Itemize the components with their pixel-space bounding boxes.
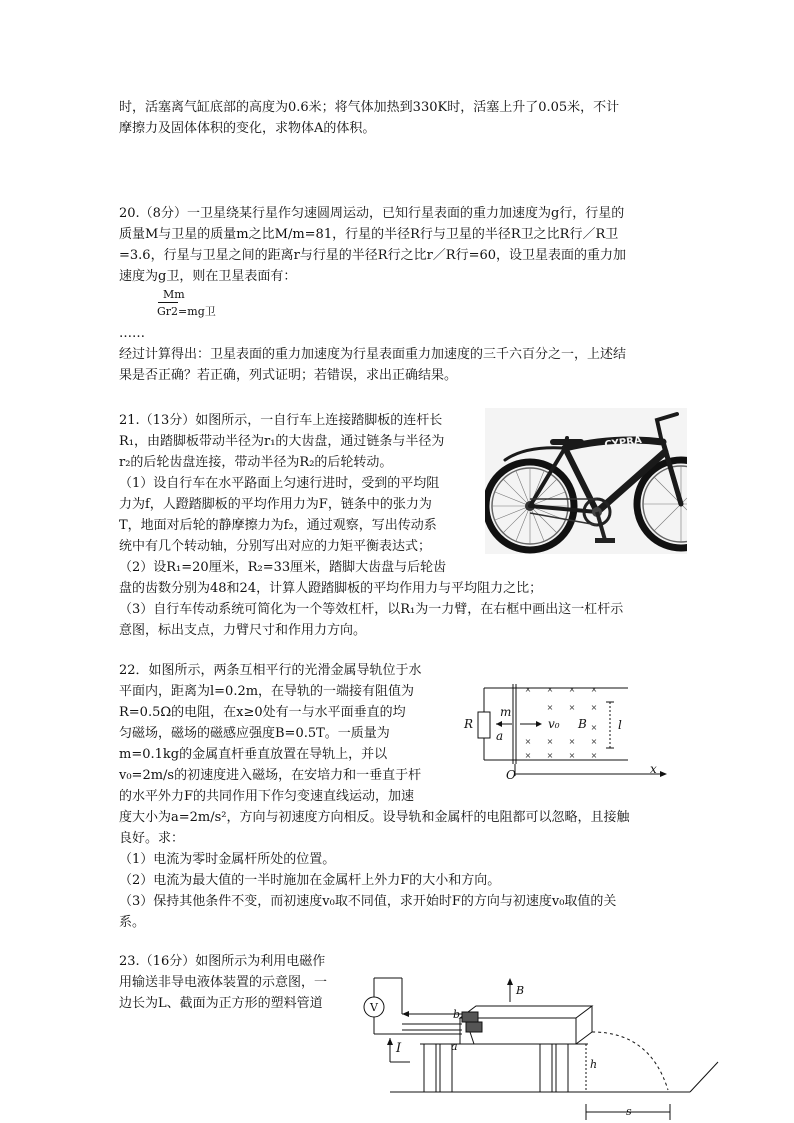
q20-formula-numerator: Mm xyxy=(163,288,185,301)
q22-line: 系。 xyxy=(119,915,146,930)
q22-line: 的水平外力F的共同作用下作匀变速直线运动，加速 xyxy=(119,789,415,804)
q21-line: （2）设R₁=20厘米，R₂=33厘米，踏脚大齿盘与后轮齿 xyxy=(119,560,447,575)
q21-line: R₁，由踏脚板带动半径为r₁的大齿盘，通过链条与半径为 xyxy=(119,434,445,449)
q20-conclusion: 经过计算得出：卫星表面的重力加速度为行星表面重力加速度的三千六百分之一，上述结 xyxy=(119,347,627,362)
q23-line: 用输送非导电液体装置的示意图，一 xyxy=(119,975,328,990)
q23-line: 23.（16分）如图所示为利用电磁作 xyxy=(119,954,326,969)
q19-line: 时，活塞离气缸底部的高度为0.6米；将气体加热到330K时，活塞上升了0.05米，不计 xyxy=(119,100,620,115)
q22-line: v₀=2m/s的初速度进入磁场，在安培力和一垂直于杆 xyxy=(119,768,422,783)
label-x: x xyxy=(650,762,657,776)
label-a: a xyxy=(496,729,504,743)
label-v0: v₀ xyxy=(548,717,560,731)
svg-text:×: × xyxy=(590,703,598,712)
label-s: s xyxy=(626,1105,632,1118)
q22-line: R=0.5Ω的电阻，在x≥0处有一与水平面垂直的均 xyxy=(119,705,406,720)
q21-line: r₂的后轮齿盘连接，带动半径为R₂的后轮转动。 xyxy=(119,455,393,470)
pump-figure xyxy=(350,972,722,1123)
bicycle-figure xyxy=(485,408,687,554)
q21-line: 统中有几个转动轴，分别写出对应的力矩平衡表达式； xyxy=(119,539,432,554)
label-B: B xyxy=(516,984,525,997)
q20-line: =3.6，行星与卫星之间的距离r与行星的半径R行之比r／R行=60，设卫星表面的重力加 xyxy=(119,248,627,263)
svg-text:×: × xyxy=(546,737,554,746)
q22-line: 度大小为a=2m/s²，方向与初速度方向相反。设导轨和金属杆的电阻都可以忽略，且接触 xyxy=(119,810,630,825)
q23-line: 边长为L、截面为正方形的塑料管道 xyxy=(119,996,323,1011)
q22-line: m=0.1kg的金属直杆垂直放置在导轨上，并以 xyxy=(119,747,388,762)
bike-brand-logo: CYPRA xyxy=(603,434,643,451)
q21-line: 21.（13分）如图所示，一自行车上连接踏脚板的连杆长 xyxy=(119,413,443,428)
q22-line: 匀磁场，磁场的磁感应强度B=0.5T。一质量为 xyxy=(119,726,390,741)
q20-formula-denominator: Gr2=mg卫 xyxy=(157,305,216,318)
svg-text:×: × xyxy=(546,751,554,760)
rail-field-figure xyxy=(458,680,670,780)
label-R: R xyxy=(464,717,474,731)
q22-line: （2）电流为最大值的一半时施加在金属杆上外力F的大小和方向。 xyxy=(119,873,501,888)
q22-line: 22．如图所示，两条互相平行的光滑金属导轨位于水 xyxy=(119,663,422,678)
q20-ellipsis: …… xyxy=(119,326,145,341)
svg-text:×: × xyxy=(590,737,598,746)
q22-line: （3）保持其他条件不变，而初速度v₀取不同值，求开始时F的方向与初速度v₀取值的关 xyxy=(119,894,617,909)
svg-text:×: × xyxy=(568,685,576,694)
q22-line: 良好。求： xyxy=(119,831,185,846)
svg-text:×: × xyxy=(524,751,532,760)
q21-line: （1）设自行车在水平路面上匀速行进时，受到的平均阻 xyxy=(119,476,440,491)
q19-line: 摩擦力及固体体积的变化，求物体A的体积。 xyxy=(119,121,376,136)
svg-text:×: × xyxy=(524,737,532,746)
label-I: I xyxy=(396,1041,402,1056)
label-a: a xyxy=(451,1040,458,1053)
q22-line: （1）电流为零时金属杆所处的位置。 xyxy=(119,852,336,867)
fraction-bar xyxy=(158,302,178,303)
label-B: B xyxy=(578,717,587,731)
label-V: V xyxy=(370,1001,378,1014)
svg-text:×: × xyxy=(590,751,598,760)
q20-conclusion: 果是否正确？若正确，列式证明；若错误，求出正确结果。 xyxy=(119,368,458,383)
svg-text:×: × xyxy=(568,703,576,712)
svg-text:×: × xyxy=(590,685,598,694)
label-l: l xyxy=(618,718,622,732)
q22-line: 平面内，距离为l=0.2m，在导轨的一端接有阻值为 xyxy=(119,684,415,699)
label-h: h xyxy=(590,1058,598,1071)
resistor xyxy=(478,712,490,738)
q21-line: 盘的齿数分别为48和24，计算人蹬踏脚板的平均作用力与平均阻力之比； xyxy=(119,581,543,596)
q21-line: 意图，标出支点，力臂尺寸和作用力方向。 xyxy=(119,623,367,638)
svg-text:×: × xyxy=(568,737,576,746)
q21-line: T，地面对后轮的静摩擦力为f₂，通过观察，写出传动系 xyxy=(119,518,437,533)
q20-line: 质量M与卫星的质量m之比M/m=81，行星的半径R行与卫星的半径R卫之比R行／R卫 xyxy=(119,227,619,242)
q20-line: 速度为g卫，则在卫星表面有： xyxy=(119,269,297,284)
svg-text:×: × xyxy=(546,703,554,712)
label-m: m xyxy=(500,705,512,719)
svg-text:×: × xyxy=(524,685,532,694)
label-b: b xyxy=(453,1008,461,1021)
q21-line: （3）自行车传动系统可简化为一个等效杠杆，以R₁为一力臂，在右框中画出这一杠杆示 xyxy=(119,602,624,617)
svg-text:×: × xyxy=(568,751,576,760)
q20-line: 20.（8分）一卫星绕某行星作匀速圆周运动，已知行星表面的重力加速度为g行，行星的 xyxy=(119,206,625,221)
svg-text:×: × xyxy=(546,685,554,694)
label-O: O xyxy=(506,768,516,780)
svg-text:×: × xyxy=(590,723,598,732)
q21-line: 力为f，人蹬踏脚板的平均作用力为F，链条中的张力为 xyxy=(119,497,432,512)
